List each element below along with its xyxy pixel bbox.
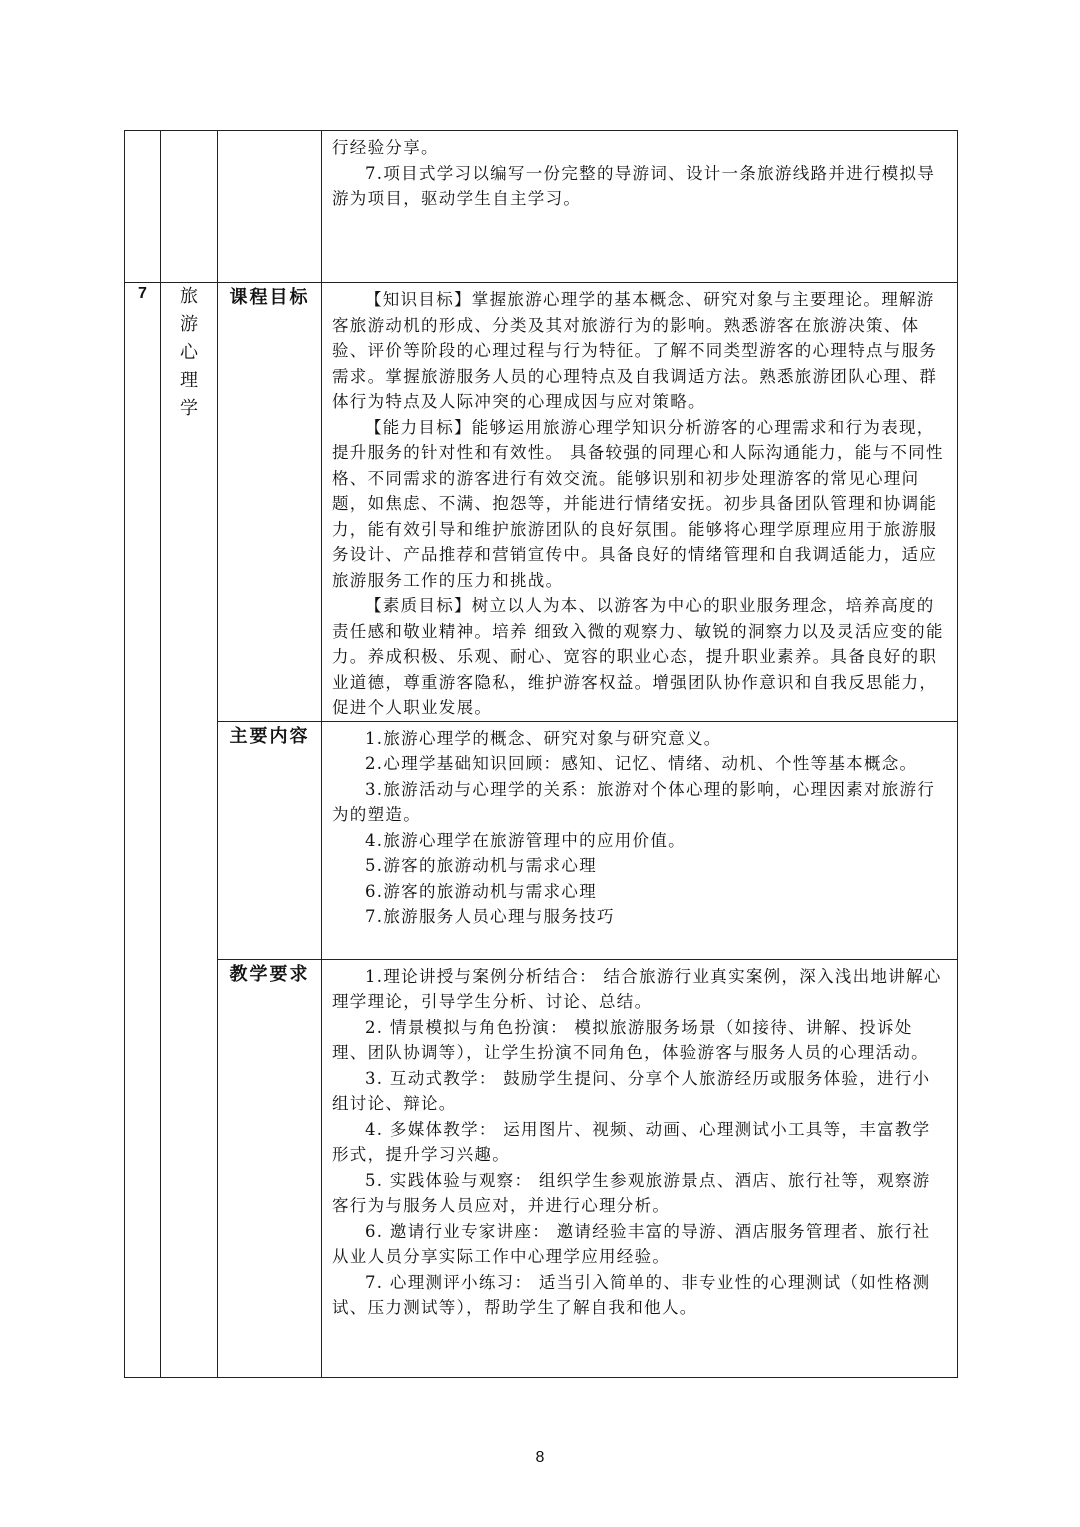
content-label-cell xyxy=(218,721,322,959)
goals-label: 课程目标 xyxy=(229,287,310,308)
course-number: 7 xyxy=(138,285,147,302)
paragraph: 6. 邀请行业专家讲座： 邀请经验丰富的导游、酒店服务管理者、旅行社从业人员分享实际工作中心理学应用经验。 xyxy=(332,1221,931,1266)
paragraph: 6.游客的旅游动机与需求心理 xyxy=(365,881,597,901)
paragraph: 7.项目式学习以编写一份完整的导游词、设计一条旅游线路并进行模拟导游为项目，驱动学生自主学习。 xyxy=(332,163,936,208)
requirements-content xyxy=(322,960,957,1321)
paragraph: 5.游客的旅游动机与需求心理 xyxy=(365,856,597,875)
goals-content-cell xyxy=(322,283,958,722)
goals-label-cell xyxy=(218,283,322,722)
paragraph: 7. 心理测评小练习： 适当引入简单的、非专业性的心理测试（如性格测试、压力测试等），帮助学生了解自我和他人。 xyxy=(332,1272,931,1317)
paragraph: 1.旅游心理学的概念、研究对象与研究意义。 xyxy=(365,728,722,748)
paragraph: 7.旅游服务人员心理与服务技巧 xyxy=(365,907,615,926)
paragraph: 4. 多媒体教学： 运用图片、视频、动画、心理测试小工具等，丰富教学形式，提升学习兴趣。 xyxy=(332,1119,931,1164)
curriculum-table xyxy=(124,130,958,1378)
content-label: 主要内容 xyxy=(229,725,310,747)
content-content-cell xyxy=(322,721,958,959)
continued-label-cell xyxy=(218,131,322,283)
goals-content xyxy=(322,283,957,721)
continued-number-cell xyxy=(125,131,161,283)
paragraph: 【知识目标】掌握旅游心理学的基本概念、研究对象与主要理论。理解游客旅游动机的形成、分类及其对旅游行为的影响。熟悉游客在旅游决策、体验、评价等阶段的心理过程与行为特征。了解不同类型游客的心理特点与服务需求。掌握旅游服务人员的心理特点及自我调适方法。熟悉旅游团队心理、群体行为特点及人际冲突的心理成因与应对策略。 xyxy=(332,290,938,411)
requirements-row xyxy=(125,959,958,1377)
page-number: 8 xyxy=(535,1449,545,1466)
paragraph: 5. 实践体验与观察： 组织学生参观旅游景点、酒店、旅行社等，观察游客行为与服务人员应对，并进行心理分析。 xyxy=(332,1170,931,1215)
paragraph: 2. 情景模拟与角色扮演： 模拟旅游服务场景（如接待、讲解、投诉处理、团队协调等），让学生扮演不同角色，体验游客与服务人员的心理活动。 xyxy=(332,1017,929,1062)
course-number-cell xyxy=(125,283,161,1378)
continued-row xyxy=(125,131,958,283)
goals-row xyxy=(125,283,958,722)
requirements-label: 教学要求 xyxy=(229,963,310,985)
paragraph: 3. 互动式教学： 鼓励学生提问、分享个人旅游经历或服务体验，进行小组讨论、辩论。 xyxy=(332,1068,931,1113)
paragraph: 【能力目标】能够运用旅游心理学知识分析游客的心理需求和行为表现，提升服务的针对性和有效性。 具备较强的同理心和人际沟通能力，能与不同性格、不同需求的游客进行有效交流。能够识别和初步处理游客的常见心理问题，如焦虑、不满、抱怨等，并能进行情绪安抚。初步具备团队管理和协调能力，能有效引导和维护旅游团队的良好氛围。能够将心理学原理应用于旅游服务设计、产品推荐和营销宣传中。具备良好的情绪管理和自我调适能力，适应旅游服务工作的压力和挑战。 xyxy=(332,417,944,590)
paragraph: 【素质目标】树立以人为本、以游客为中心的职业服务理念，培养高度的责任感和敬业精神。培养 细致入微的观察力、敏锐的洞察力以及灵活应变的能力。养成积极、乐观、耐心、宽容的职业心态，提升职业素养。具备良好的职业道德，尊重游客隐私，维护游客权益。增强团队协作意识和自我反思能力，促进个人职业发展。 xyxy=(332,596,944,717)
content-row xyxy=(125,721,958,959)
paragraph: 1.理论讲授与案例分析结合： 结合旅游行业真实案例，深入浅出地讲解心理学理论，引导学生分析、讨论、总结。 xyxy=(332,966,942,1011)
continued-content xyxy=(322,131,957,212)
paragraph: 4.旅游心理学在旅游管理中的应用价值。 xyxy=(365,830,686,850)
requirements-content-cell xyxy=(322,959,958,1377)
paragraph: 行经验分享。 xyxy=(332,138,439,157)
requirements-label-cell xyxy=(218,959,322,1377)
course-name: 旅游心理学 xyxy=(180,286,198,419)
continued-content-cell xyxy=(322,131,958,283)
continued-name-cell xyxy=(161,131,218,283)
main-content xyxy=(322,722,957,930)
paragraph: 2.心理学基础知识回顾：感知、记忆、情绪、动机、个性等基本概念。 xyxy=(365,754,918,773)
course-name-cell xyxy=(161,283,218,1378)
paragraph: 3.旅游活动与心理学的关系：旅游对个体心理的影响，心理因素对旅游行为的塑造。 xyxy=(332,779,936,824)
